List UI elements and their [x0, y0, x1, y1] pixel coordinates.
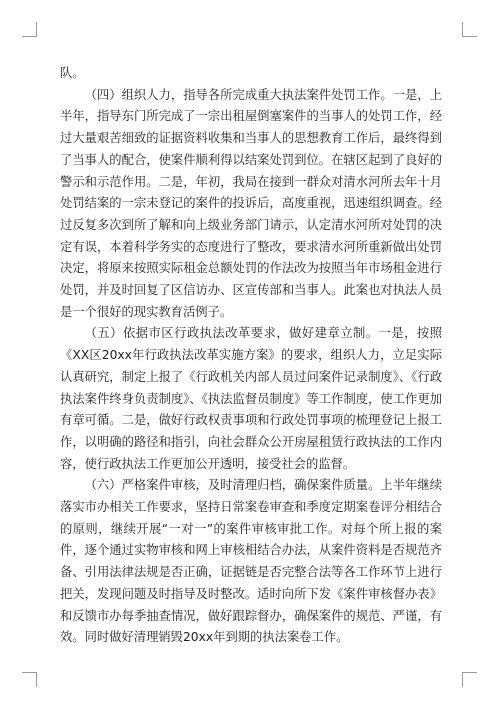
crop-mark-bottom-right — [462, 672, 477, 687]
crop-mark-bottom-left — [22, 672, 37, 687]
paragraph-section-4: （四）组织人力，指导各所完成重大执法案件处罚工作。一是，上半年，指导东门所完成了一宗出租屋倒塞案件的当事人的处罚工作，经过大量艰苦细致的证据资料收集和当事人的思想教育工作后，最终得到了当事人的配合，使案件顺利得以结案处罚到位。在辖区起到了良好的警示和示范作用。二是，年初，我局在接到一群众对清水河所去年十月处罚结案的一宗未登记的案件的投诉后，高度重视，迅速组织调查。经过反复多次到所了解和向上级业务部门请示，认定清水河所对处罚的决定有误，本着科学务实的态度进行了整改，要求清水河所重新做出处罚决定，将原来按照实际租金总额处罚的作法改为按照当年市场租金进行处罚，并及时回复了区信访办、区宣传部和当事人。此案也对执法人员是一个很好的现实教育活例子。 — [60, 87, 442, 319]
crop-mark-top-right — [462, 22, 477, 37]
paragraph-continuation: 队。 — [60, 66, 85, 80]
paragraph-section-5: （五）依据市区行政执法改革要求，做好建章立制。一是，按照《XX区20xx年行政执法改革实施方案》的要求，组织人力，立足实际认真研究，制定上报了《行政机关内部人员过问案件记录制度》、《行政执法案件终身负责制度》、《执法监督员制度》等工作制度，使工作更加有章可循。二是，做好行政权责事项和行政处罚事项的梳理登记上报工作，以明确的路径和指引，向社会群众公开房屋租赁行政执法的工作内容，使行政执法工作更加公开透明，接受社会的监督。 — [60, 326, 442, 471]
crop-mark-top-left — [22, 22, 37, 37]
paragraph-section-6: （六）严格案件审核，及时清理归档，确保案件质量。上半年继续落实市办相关工作要求，坚持日常案卷审查和季度定期案卷评分相结合的原则，继续开展“一对一”的案件审核审批工作。对每个所上报的案件，逐个通过实物审核和网上审核相结合办法，从案件资料是否规范齐备、引用法律法规是否正确，证据链是否完整合法等各工作环节上进行把关，发现问题及时指导及时整改。适时向所下发《案件审核督办表》和反馈市办每季抽查情况，做好跟踪督办，确保案件的规范、严谨，有效。同时做好清理销毁20xx年到期的执法案卷工作。 — [60, 478, 442, 645]
document-body — [60, 63, 442, 649]
